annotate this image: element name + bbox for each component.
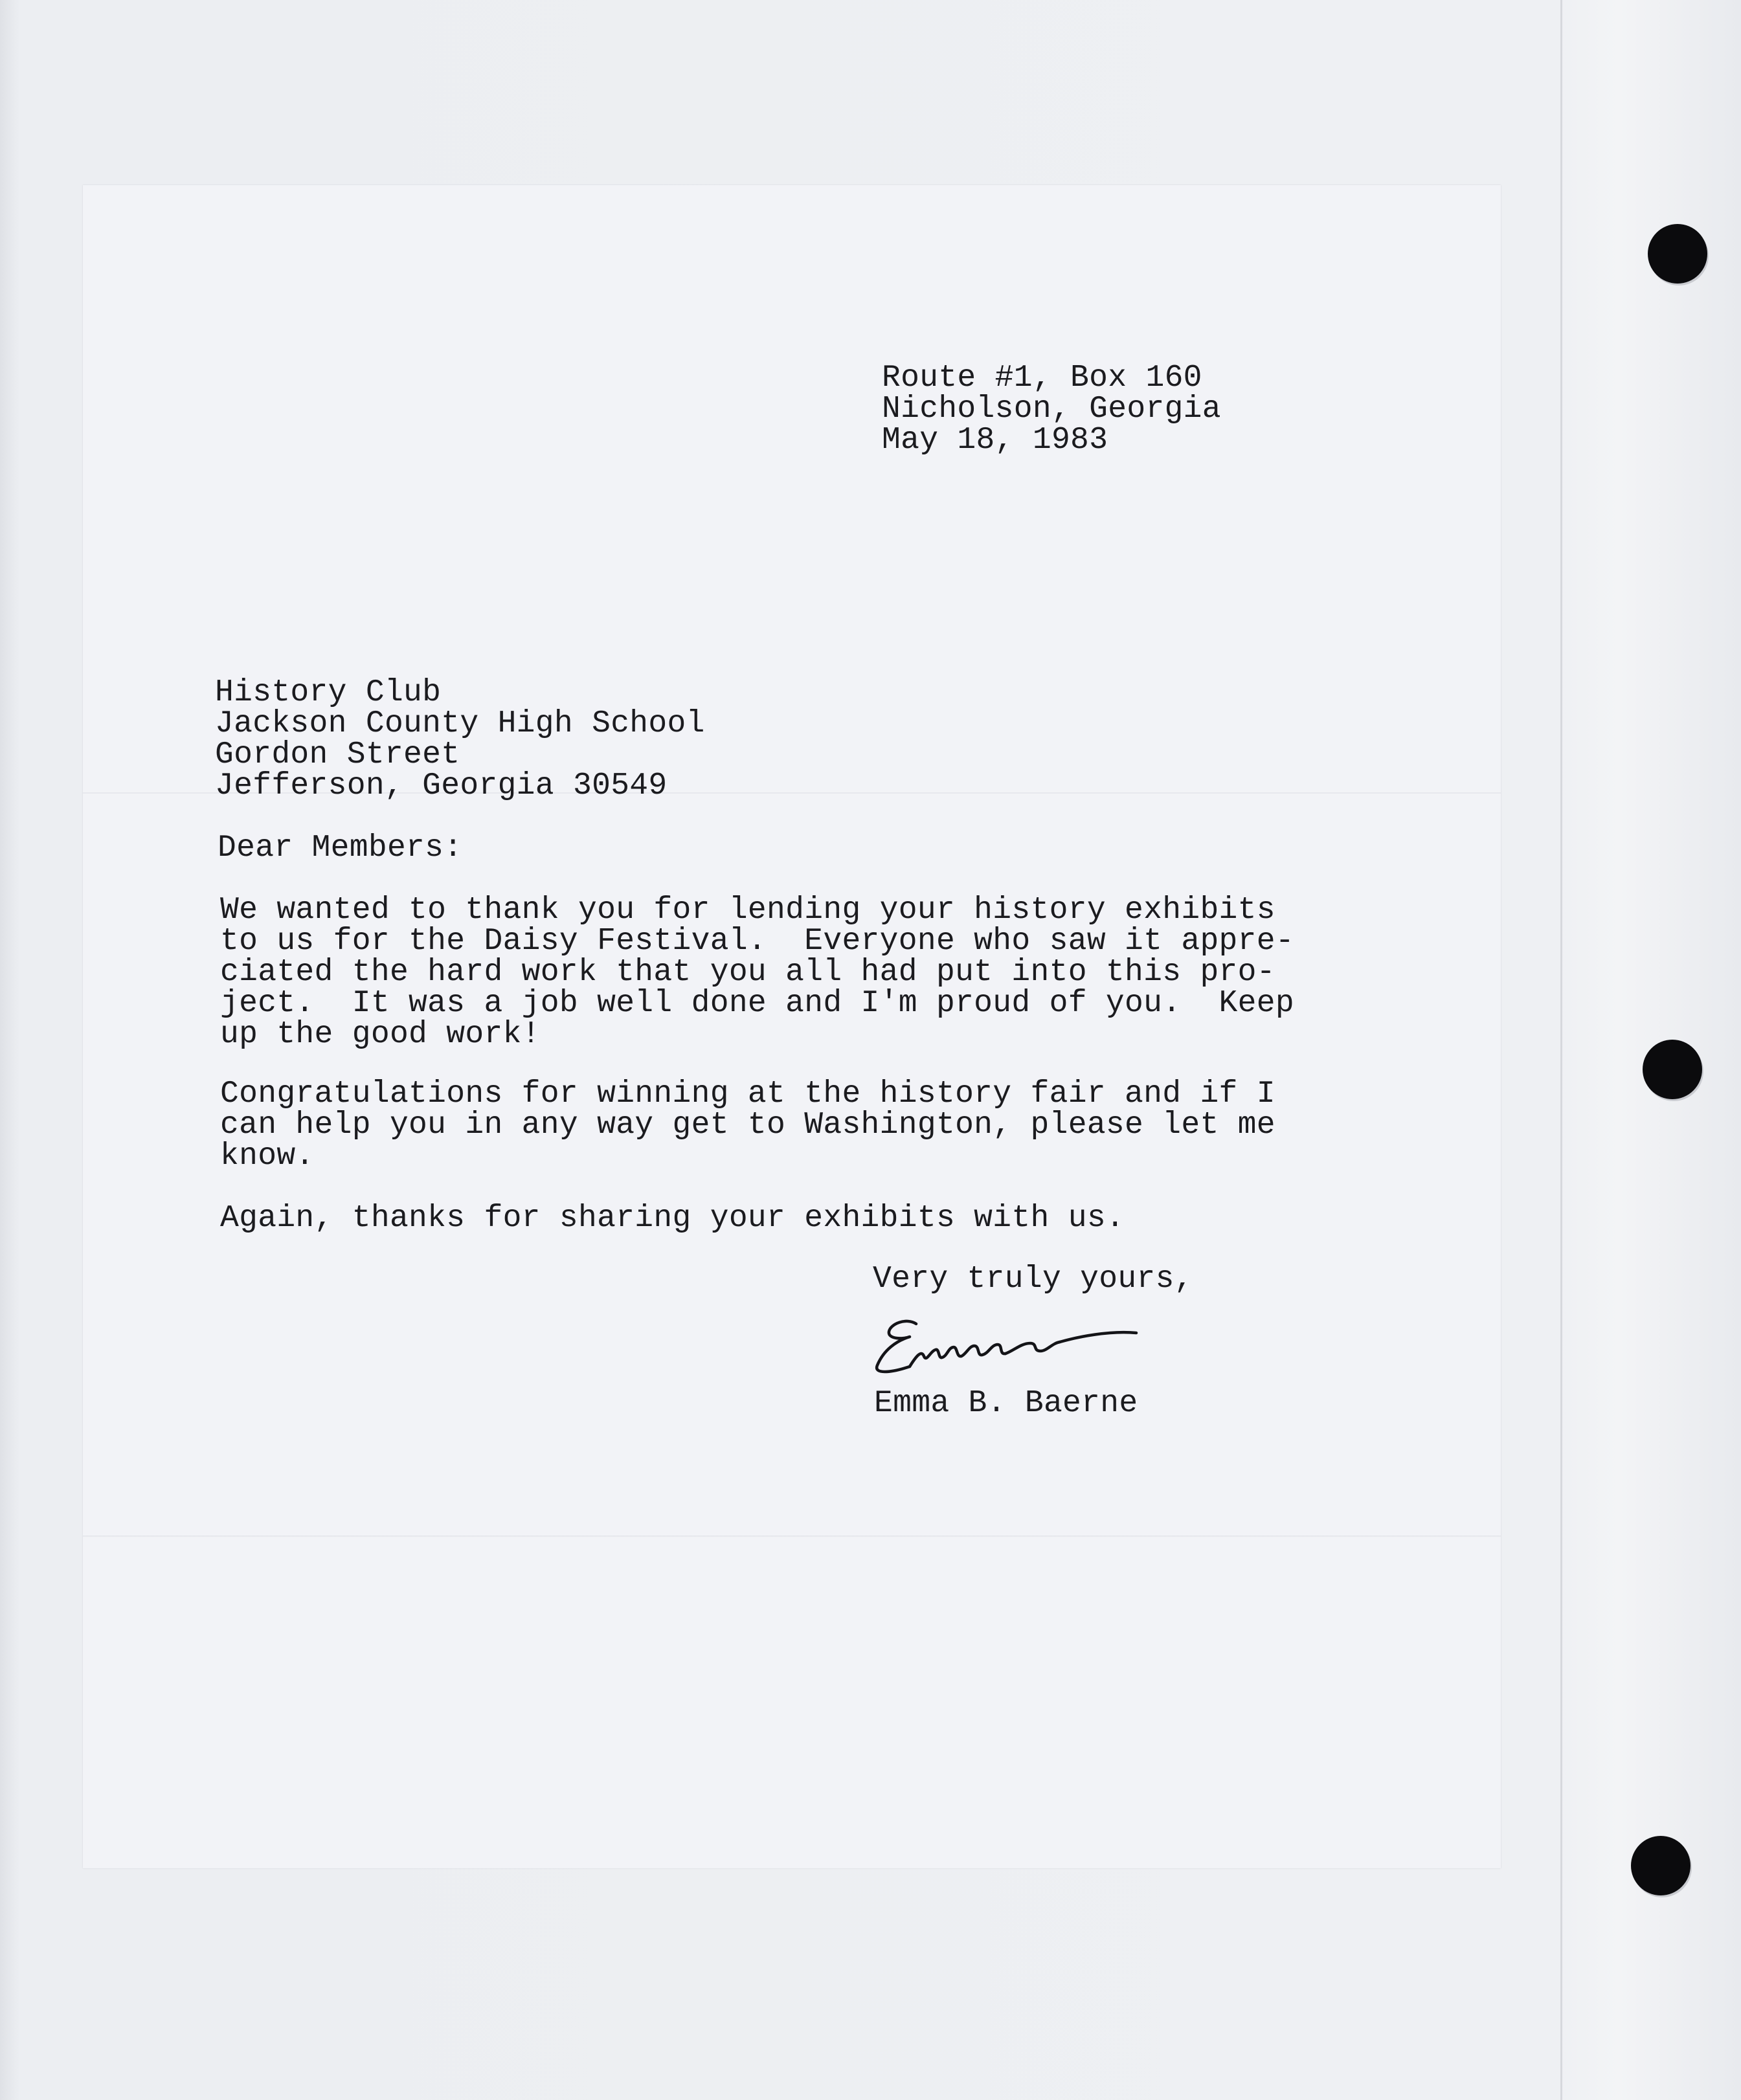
page-edge — [1560, 0, 1562, 2100]
body-line: can help you in any way get to Washington, please let me — [220, 1108, 1275, 1143]
body-line: to us for the Daisy Festival. Everyone who saw it appre- — [220, 924, 1294, 959]
closing: Very truly yours, — [873, 1262, 1193, 1297]
punch-hole-middle — [1643, 1040, 1702, 1099]
body-line: ciated the hard work that you all had put into this pro- — [220, 955, 1275, 990]
letter-date: May 18, 1983 — [882, 423, 1108, 458]
recipient-address-line: Jefferson, Georgia 30549 — [215, 768, 668, 803]
punch-hole-bottom — [1631, 1836, 1690, 1895]
signer-name: Emma B. Baerne — [874, 1386, 1138, 1421]
punch-hole-top — [1648, 224, 1707, 284]
salutation: Dear Members: — [218, 831, 463, 866]
recipient-address-line: Jackson County High School — [215, 706, 705, 741]
body-line: Again, thanks for sharing your exhibits with us. — [220, 1201, 1125, 1236]
body-line: ject. It was a job well done and I'm proud of you. Keep — [220, 986, 1294, 1021]
body-line: know. — [220, 1139, 315, 1174]
recipient-address-line: History Club — [215, 675, 442, 710]
recipient-address-line: Gordon Street — [215, 737, 460, 772]
fold-line-lower — [83, 1536, 1501, 1538]
body-line: up the good work! — [220, 1017, 541, 1052]
body-line: We wanted to thank you for lending your history exhibits — [220, 893, 1275, 928]
sender-address-line: Nicholson, Georgia — [882, 392, 1221, 427]
body-line: Congratulations for winning at the history fair and if I — [220, 1077, 1275, 1111]
sender-address-line: Route #1, Box 160 — [882, 361, 1202, 396]
handwritten-signature — [871, 1311, 1143, 1382]
